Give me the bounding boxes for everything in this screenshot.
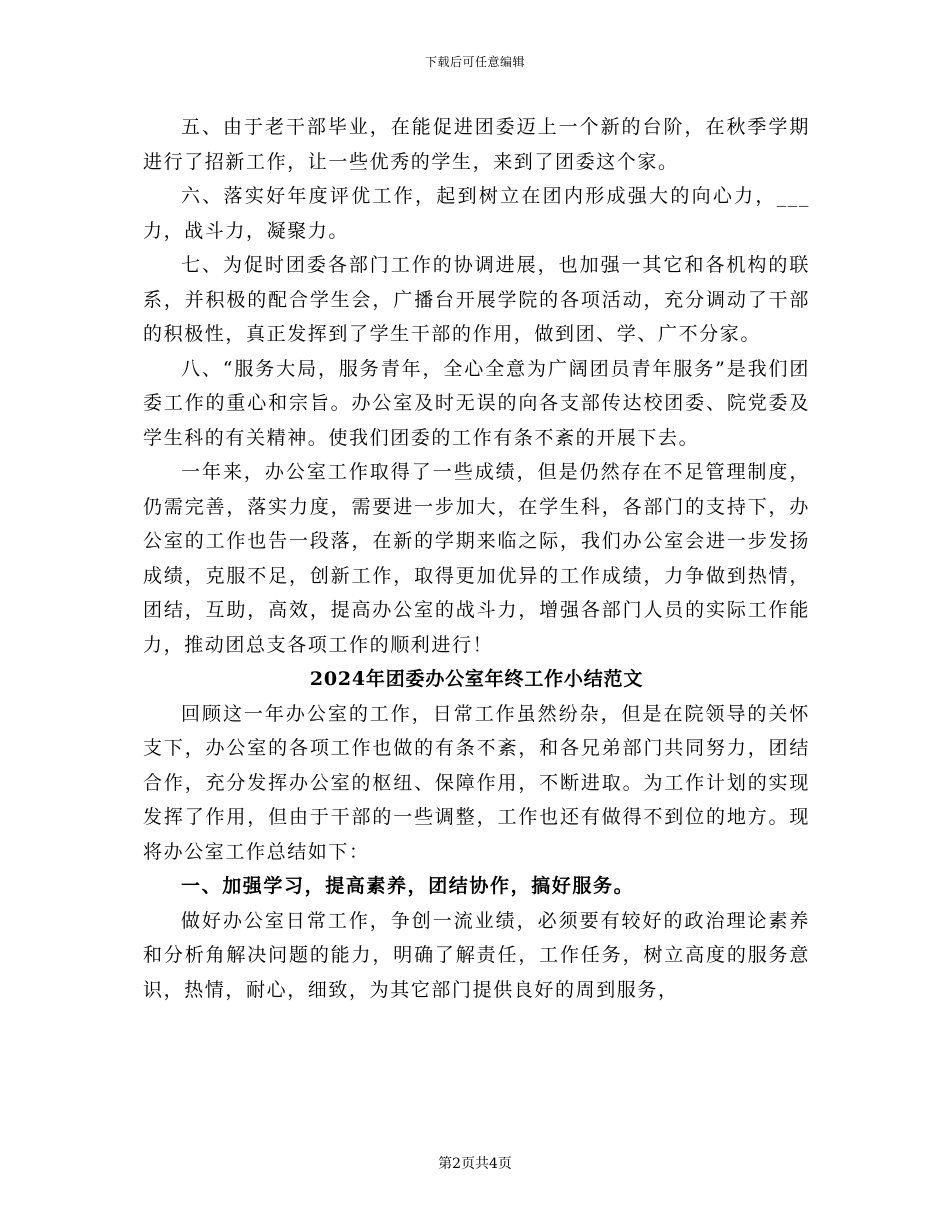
- section-intro-paragraph: 回顾这一年办公室的工作，日常工作虽然纷杂，但是在院领导的关怀支下，办公室的各项工作也做的有条不紊，和各兄弟部门共同努力，团结合作，充分发挥办公室的枢纽、保障作用，不断进取。为工作计划的实现发挥了作用，但由于干部的一些调整，工作也还有做得不到位的地方。现将办公室工作总结如下：: [143, 702, 810, 863]
- section-title: 2024年团委办公室年终工作小结范文: [309, 668, 644, 690]
- paragraph-8: 八、“服务大局，服务青年，全心全意为广阔团员青年服务”是我们团委工作的重心和宗旨。办公室及时无误的向各支部传达校团委、院党委及学生科的有关精神。使我们团委的工作有条不紊的开展下去。: [143, 357, 810, 449]
- header-note: 下载后可任意编辑: [424, 55, 525, 69]
- paragraph-5: 五、由于老干部毕业，在能促进团委迈上一个新的台阶，在秋季学期进行了招新工作，让一些优秀的学生，来到了团委这个家。: [143, 116, 810, 173]
- document-body: [143, 110, 810, 1007]
- final-paragraph: 做好办公室日常工作，争创一流业绩，必须要有较好的政治理论素养和分析角解决问题的能力，明确了解责任，工作任务，树立高度的服务意识，热情，耐心，细致，为其它部门提供良好的周到服务，: [143, 909, 810, 1001]
- subheading: 一、加强学习，提高素养，团结协作，搞好服务。: [181, 875, 635, 897]
- paragraph-summary: 一年来，办公室工作取得了一些成绩，但是仍然存在不足管理制度，仍需完善，落实力度，需要进一步加大，在学生科，各部门的支持下，办公室的工作也告一段落，在新的学期来临之际，我们办公室会进一步发扬成绩，克服不足，创新工作，取得更加优异的工作成绩，力争做到热情，团结，互助，高效，提高办公室的战斗力，增强各部门人员的实际工作能力，推动团总支各项工作的顺利进行！: [143, 461, 810, 656]
- paragraph-7: 七、为促时团委各部门工作的协调进展，也加强一其它和各机构的联系，并积极的配合学生会，广播台开展学院的各项活动，充分调动了干部的积极性，真正发挥到了学生干部的作用，做到团、学、广不分家。: [143, 254, 810, 345]
- paragraph-6: 六、落实好年度评优工作，起到树立在团内形成强大的向心力，___力，战斗力，凝聚力。: [143, 185, 810, 242]
- page-number: 第2页共4页: [438, 1156, 512, 1172]
